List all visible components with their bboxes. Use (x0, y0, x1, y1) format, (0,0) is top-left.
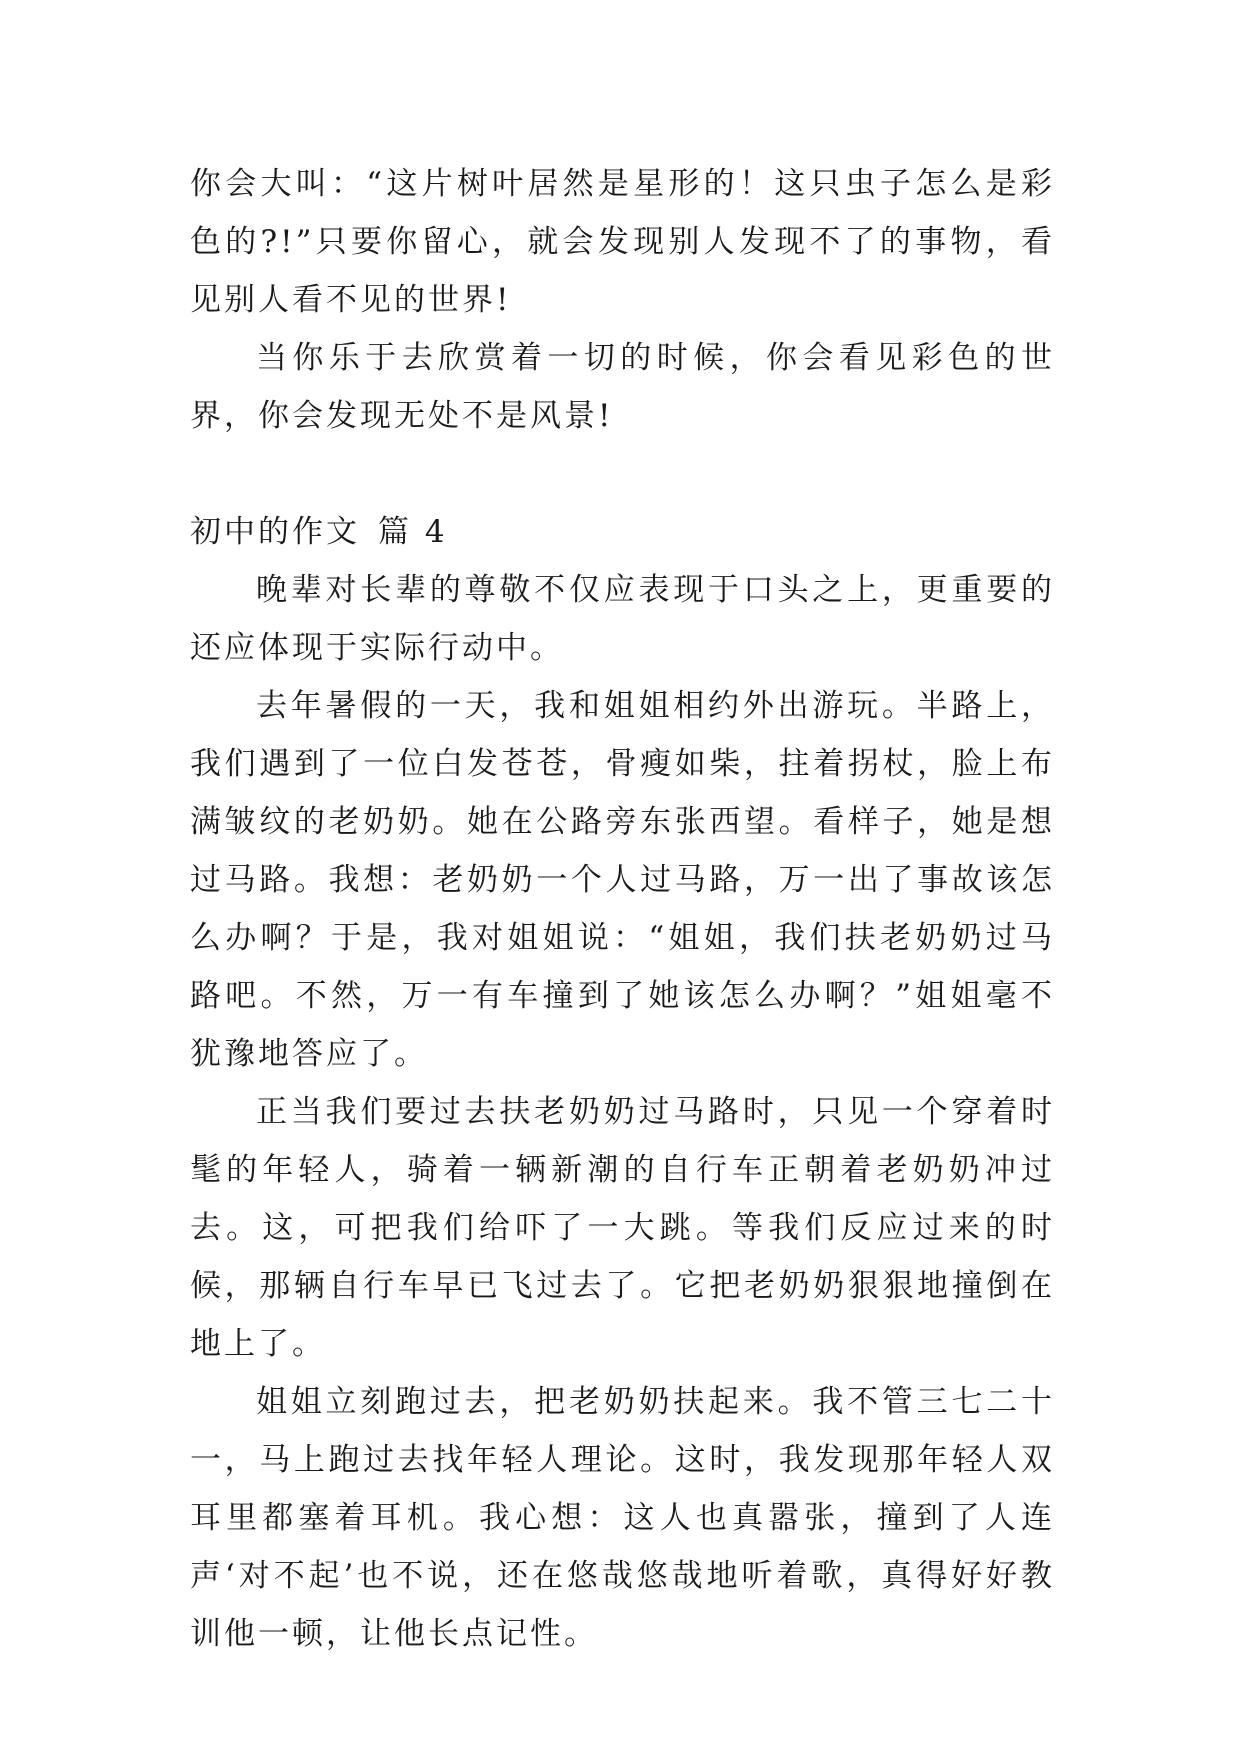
section-number: 篇 4 (378, 514, 448, 550)
paragraph-1: 晚辈对长辈的尊敬不仅应表现于口头之上，更重要的还应体现于实际行动中。 (190, 572, 1055, 666)
paragraph-closing: 当你乐于去欣赏着一切的时候，你会看见彩色的世界，你会发现无处不是风景! (190, 340, 1055, 434)
section-title-text: 初中的作文 (190, 514, 360, 550)
paragraph-continued: 你会大叫：“这片树叶居然是星形的！这只虫子怎么是彩色的?!”只要你留心，就会发现别人发现不了的事物，看见别人看不见的世界! (190, 166, 1055, 318)
paragraph-3: 正当我们要过去扶老奶奶过马路时，只见一个穿着时髦的年轻人，骑着一辆新潮的自行车正朝着老奶奶冲过去。这，可把我们给吓了一大跳。等我们反应过来的时候，那辆自行车早已飞过去了。它把老奶奶狠狠地撞倒在地上了。 (190, 1094, 1055, 1362)
paragraph-4: 姐姐立刻跑过去，把老奶奶扶起来。我不管三七二十一，马上跑过去找年轻人理论。这时，我发现那年轻人双耳里都塞着耳机。我心想：这人也真嚣张，撞到了人连声‘对不起’也不说，还在悠哉悠哉地听着歌，真得好好教训他一顿，让他长点记性。 (190, 1384, 1055, 1652)
section-heading (190, 503, 1055, 561)
document-body (190, 155, 1055, 1663)
paragraph-2: 去年暑假的一天，我和姐姐相约外出游玩。半路上，我们遇到了一位白发苍苍，骨瘦如柴，拄着拐杖，脸上布满皱纹的老奶奶。她在公路旁东张西望。看样子，她是想过马路。我想：老奶奶一个人过马路，万一出了事故该怎么办啊？于是，我对姐姐说：“姐姐，我们扶老奶奶过马路吧。不然，万一有车撞到了她该怎么办啊？”姐姐毫不犹豫地答应了。 (190, 688, 1055, 1072)
